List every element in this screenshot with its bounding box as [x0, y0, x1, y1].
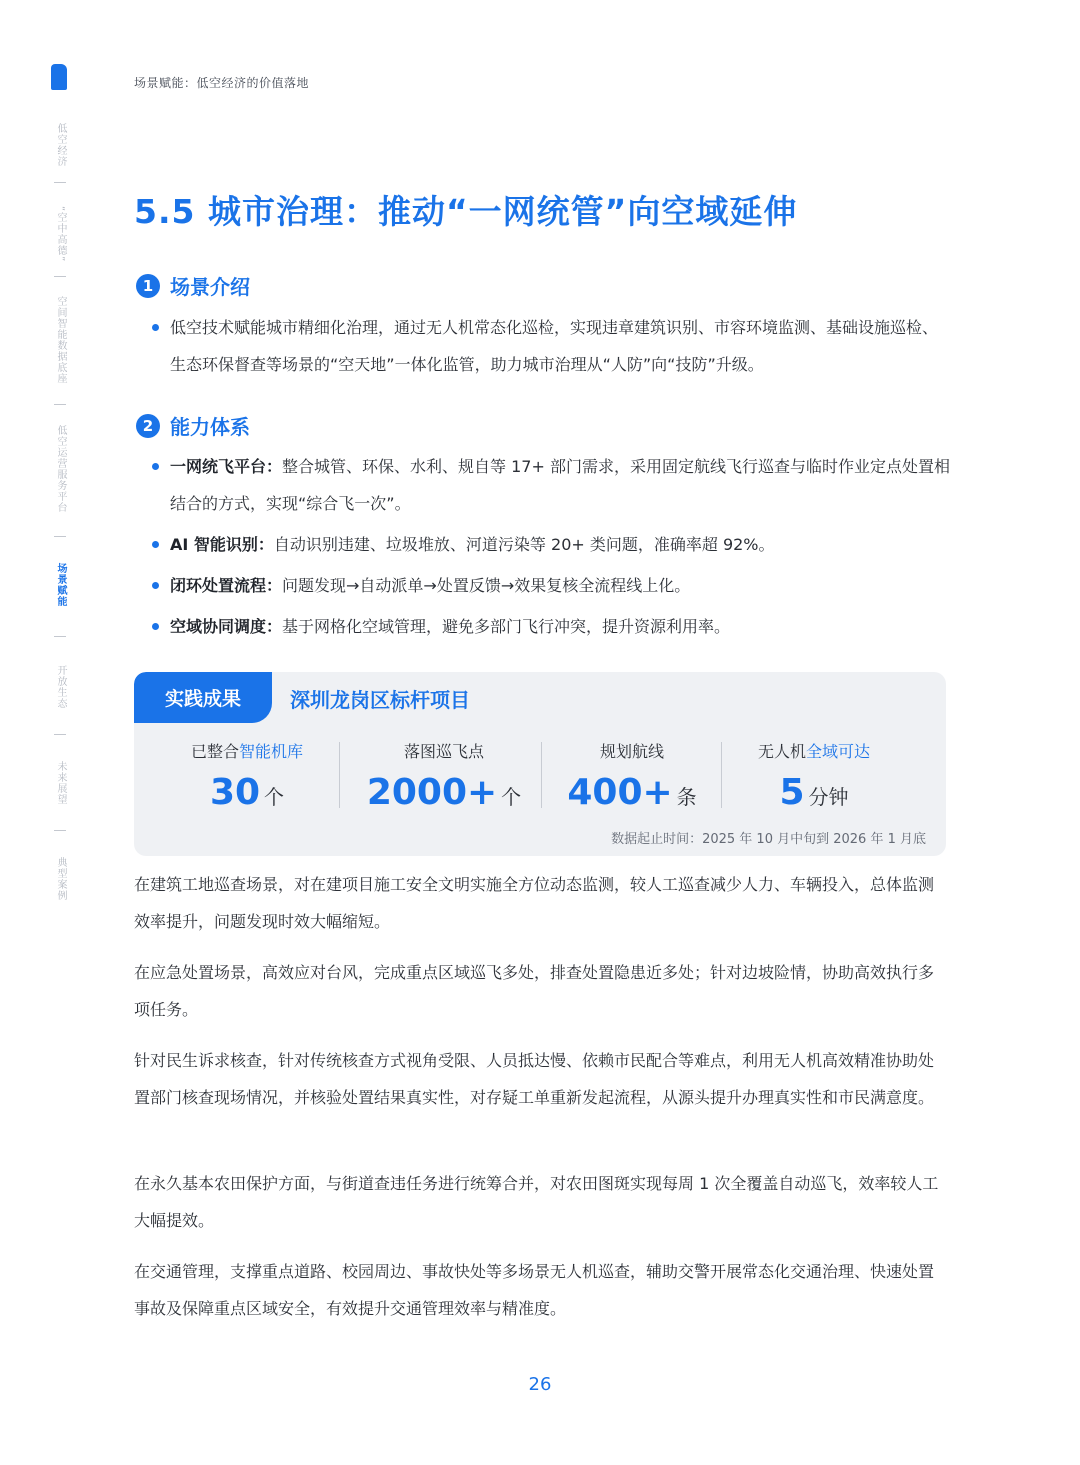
side-nav-divider [54, 734, 66, 735]
section-heading-scenario-intro [136, 271, 250, 300]
side-nav-divider [54, 636, 66, 637]
stat-divider [541, 742, 542, 808]
stat-planned-routes [546, 740, 718, 812]
bullet-dot-icon [152, 463, 159, 470]
side-nav-item-spatial-data-base[interactable]: 空间智能数据底座 [55, 296, 66, 384]
side-nav-item-scenario-empowerment[interactable]: 场景赋能 [55, 563, 66, 607]
stat-label-highlight: 全域可达 [806, 742, 871, 761]
stat-unit: 个 [264, 785, 285, 809]
results-card [134, 672, 946, 856]
stat-integrated-hangars [154, 740, 340, 812]
side-nav-item-low-altitude-economy[interactable]: 低空经济 [55, 123, 66, 167]
side-nav-item-operation-platform[interactable]: 低空运营服务平台 [55, 425, 66, 513]
stat-label [346, 740, 542, 764]
bullet-item [152, 309, 952, 383]
results-project-title: 深圳龙岗区标杆项目 [290, 688, 470, 712]
section-title: 场景介绍 [170, 275, 250, 299]
side-nav-item-future-outlook[interactable]: 未来展望 [55, 761, 66, 805]
stat-value [154, 772, 340, 813]
side-nav-divider [54, 182, 66, 183]
section-tab-marker [51, 64, 67, 90]
stat-label [726, 740, 902, 764]
bullet-item [152, 448, 952, 522]
bullet-dot-icon [152, 324, 159, 331]
stat-divider [339, 742, 340, 808]
stat-number: 400+ [567, 772, 673, 813]
stat-patrol-points [346, 740, 542, 812]
stat-number: 2000+ [366, 772, 498, 813]
bullet-label: 闭环处置流程： [170, 576, 283, 595]
side-nav-item-sky-map[interactable]: “空中高德” [55, 205, 66, 263]
stat-value [726, 772, 902, 813]
body-paragraph-public-appeals: 针对民生诉求核查，针对传统核查方式视角受限、人员抵达慢、依赖市民配合等难点，利用无人机高效精准协助处置部门核查现场情况，并核验处置结果真实性，对存疑工单重新发起流程，从源头提升办理真实性和市民满意度。 [134, 1051, 935, 1107]
stat-label-highlight: 智能机库 [239, 742, 304, 761]
section-number-badge: 1 [136, 274, 160, 298]
bullet-text: 问题发现→自动派单→处置反馈→效果复核全流程线上化。 [282, 576, 691, 595]
stat-number: 30 [209, 772, 261, 813]
bullet-label: 空域协同调度： [170, 617, 283, 636]
section-number-badge: 2 [136, 414, 160, 438]
body-paragraph-construction-patrol: 在建筑工地巡查场景，对在建项目施工安全文明实施全方位动态监测，较人工巡查减少人力、车辆投入，总体监测效率提升，问题发现时效大幅缩短。 [134, 875, 935, 931]
side-nav-divider [54, 276, 66, 277]
bullet-text: 低空技术赋能城市精细化治理，通过无人机常态化巡检，实现违章建筑识别、市容环境监测、基础设施巡检、生态环保督查等场景的“空天地”一体化监管，助力城市治理从“人防”向“技防”升级。 [170, 318, 939, 374]
stat-unit: 条 [676, 785, 697, 809]
bullet-label: AI 智能识别： [170, 535, 274, 554]
stat-label-text: 已整合 [190, 742, 239, 761]
bullet-dot-icon [152, 541, 159, 548]
stat-number: 5 [779, 772, 805, 813]
stat-full-coverage [726, 740, 902, 812]
bullet-dot-icon [152, 623, 159, 630]
bullet-item [152, 608, 952, 645]
stat-label-text: 规划航线 [599, 742, 664, 761]
bullet-item [152, 567, 952, 604]
body-paragraph-traffic-management: 在交通管理，支撑重点道路、校园周边、事故快处等多场景无人机巡查，辅助交警开展常态化交通治理、快速处置事故及保障重点区域安全，有效提升交通管理效率与精准度。 [134, 1262, 935, 1318]
body-paragraph-farmland-protection: 在永久基本农田保护方面，与街道查违任务进行统筹合并，对农田图斑实现每周 1 次全覆盖自动巡飞，效率较人工大幅提效。 [134, 1174, 939, 1230]
stat-label [546, 740, 718, 764]
page-number: 26 [528, 1374, 552, 1395]
stat-label-text: 落图巡飞点 [403, 742, 484, 761]
bullet-dot-icon [152, 582, 159, 589]
stat-unit: 分钟 [808, 785, 849, 809]
side-nav-item-typical-cases[interactable]: 典型案例 [55, 857, 66, 901]
stat-value [346, 772, 542, 813]
section-heading-capability-system [136, 411, 250, 440]
body-paragraph-emergency-response: 在应急处置场景，高效应对台风，完成重点区域巡飞多处，排查处置隐患近多处；针对边坡险情，协助高效执行多项任务。 [134, 963, 935, 1019]
bullet-text: 基于网格化空域管理，避免多部门飞行冲突，提升资源利用率。 [282, 617, 731, 636]
side-nav-item-open-ecosystem[interactable]: 开放生态 [55, 665, 66, 709]
bullet-text: 整合城管、环保、水利、规自等 17+ 部门需求，采用固定航线飞行巡查与临时作业定点处置相结合的方式，实现“综合飞一次”。 [170, 457, 950, 513]
side-nav-divider [54, 830, 66, 831]
running-header: 场景赋能：低空经济的价值落地 [134, 76, 310, 90]
side-nav-divider [54, 536, 66, 537]
bullet-item [152, 526, 952, 563]
stat-label-text: 无人机 [757, 742, 806, 761]
stat-divider [721, 742, 722, 808]
stat-label [154, 740, 340, 764]
section-title: 能力体系 [170, 415, 250, 439]
results-tag: 实践成果 [134, 672, 272, 723]
results-data-period-note: 数据起止时间：2025 年 10 月中旬到 2026 年 1 月底 [611, 832, 926, 847]
page-title: 5.5 城市治理：推动“一网统管”向空域延伸 [134, 192, 798, 231]
stat-value [546, 772, 718, 813]
stat-unit: 个 [501, 785, 522, 809]
bullet-text: 自动识别违建、垃圾堆放、河道污染等 20+ 类问题，准确率超 92%。 [273, 535, 775, 554]
bullet-label: 一网统飞平台： [170, 457, 283, 476]
side-nav-divider [54, 404, 66, 405]
